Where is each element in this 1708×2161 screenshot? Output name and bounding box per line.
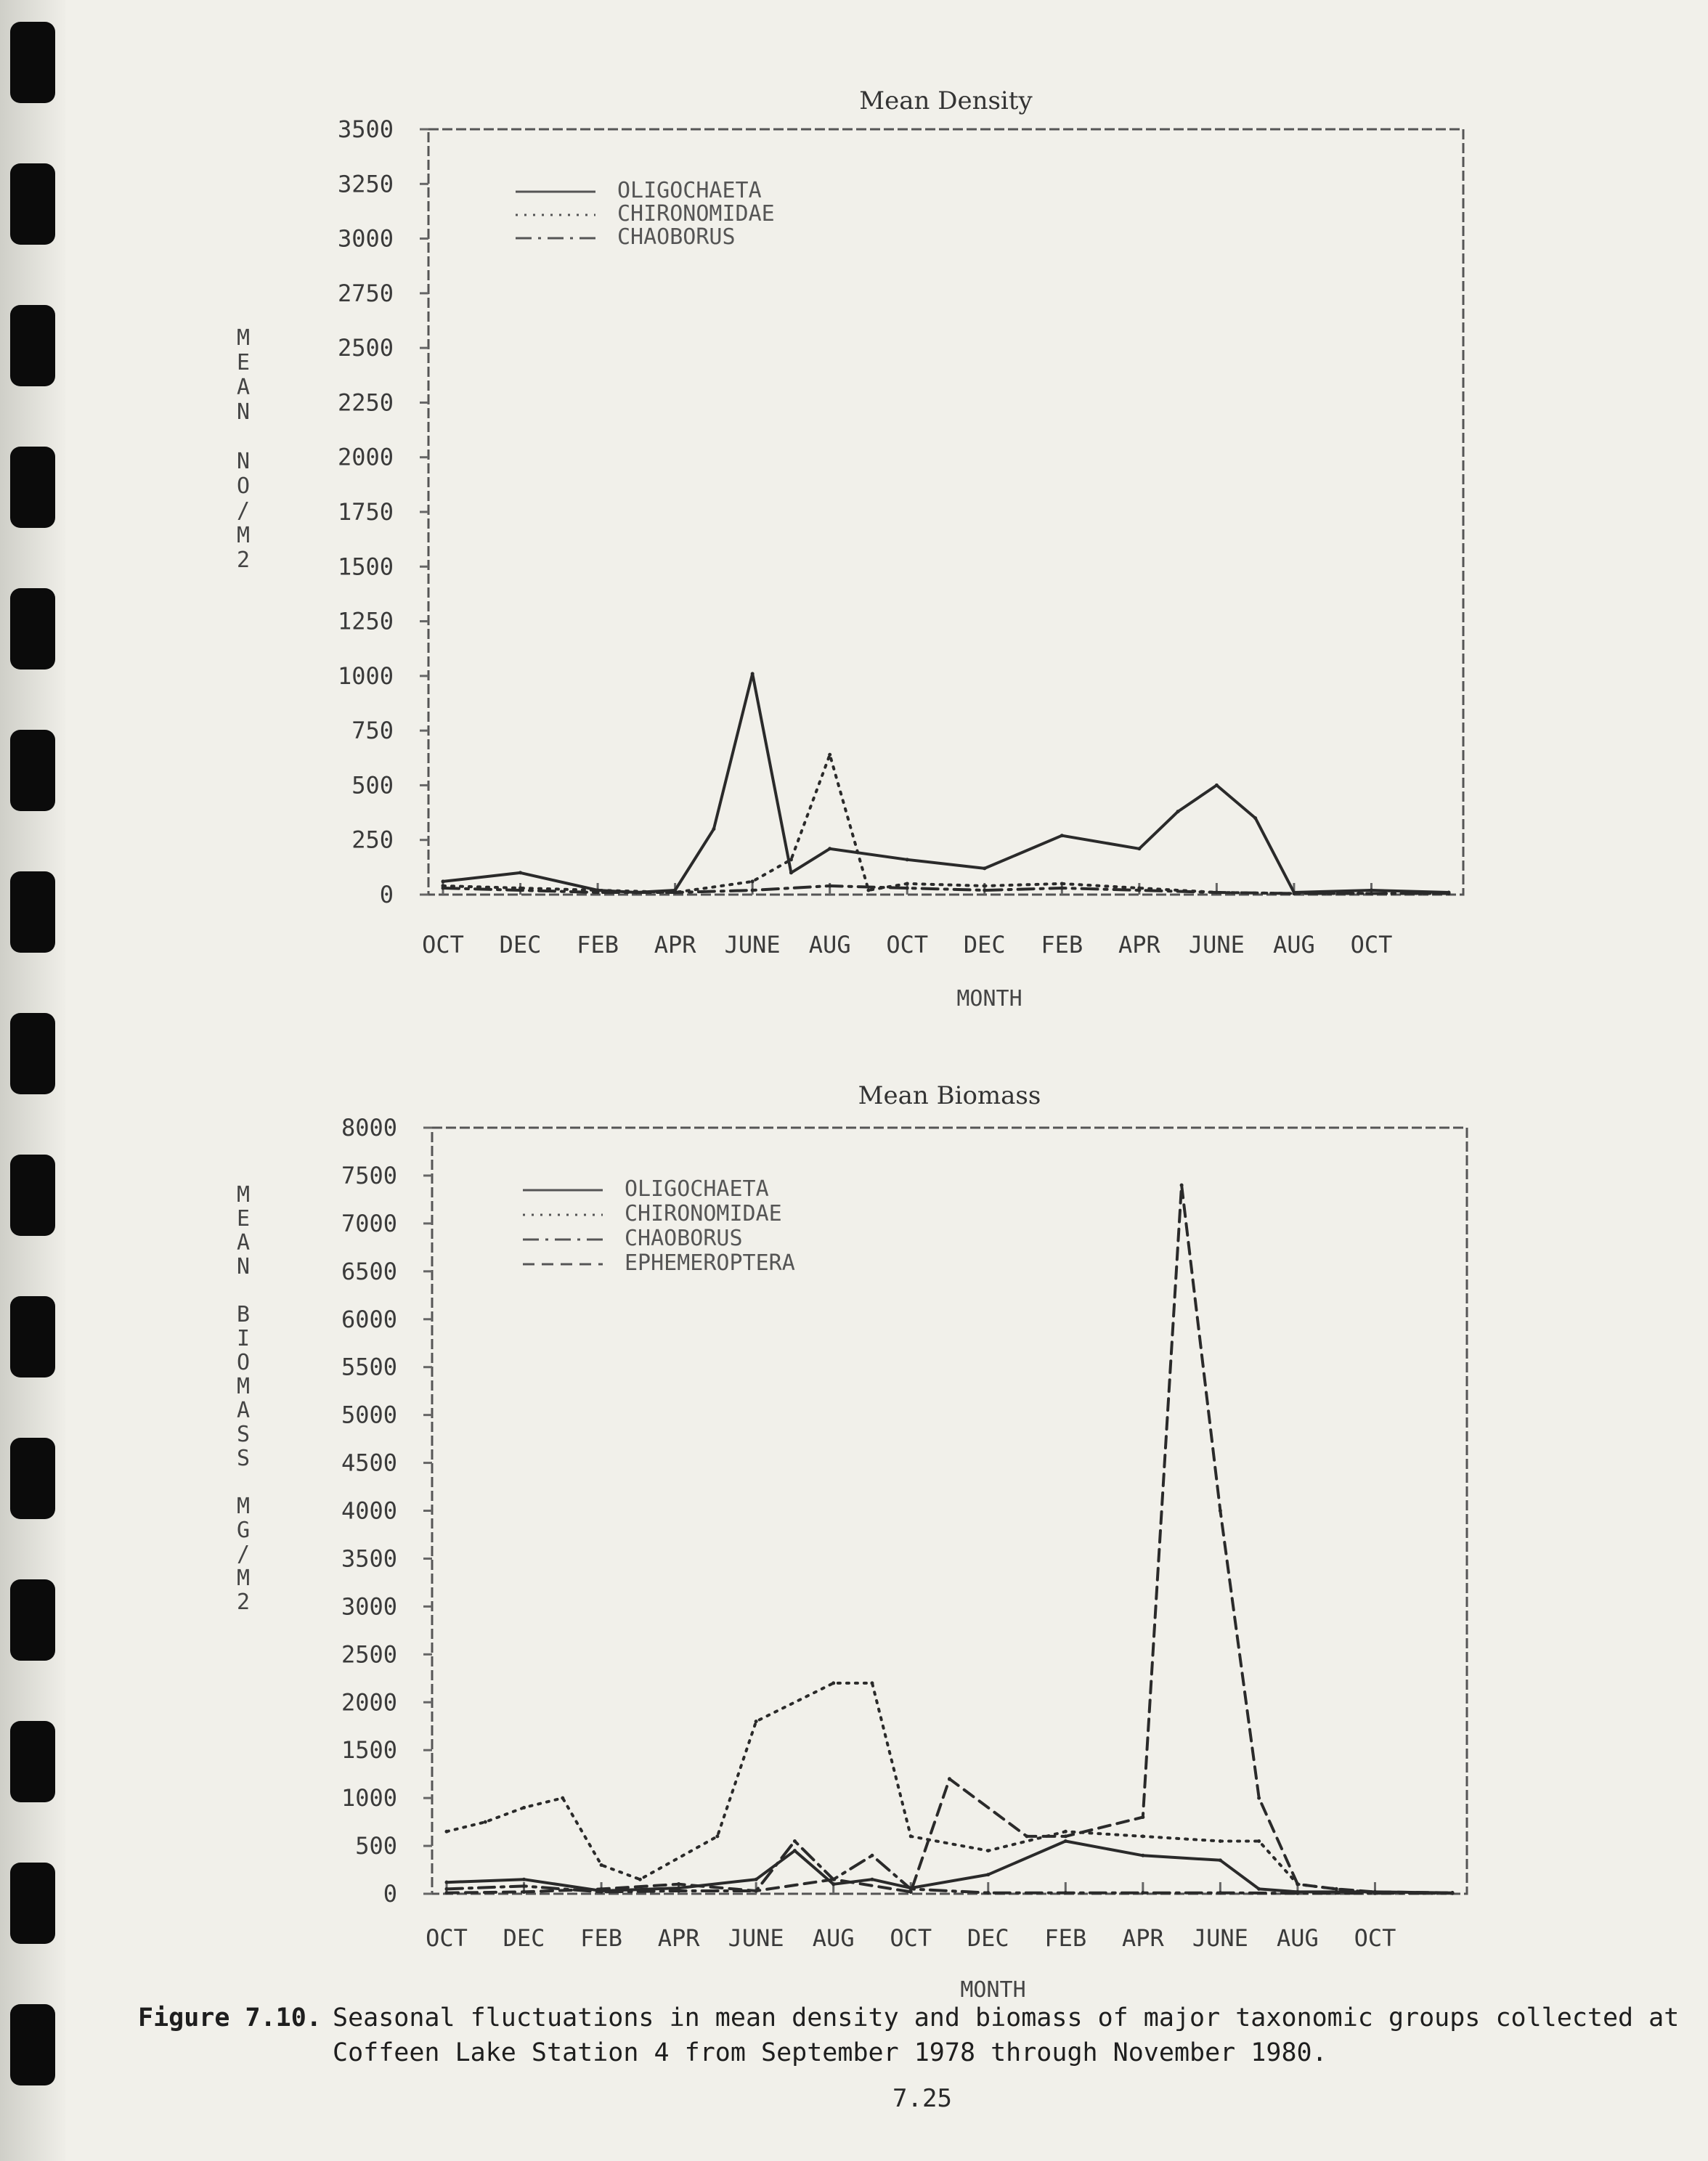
y-tick-label: 3500 — [341, 1545, 397, 1573]
x-tick-label: FEB — [1044, 1924, 1087, 1952]
data-point-chaoborus — [1141, 1891, 1144, 1895]
x-tick-label: OCT — [422, 931, 464, 959]
y-tick-label: 3500 — [337, 115, 394, 143]
y-tick-label: 3250 — [337, 170, 394, 198]
y-tick-label: 3000 — [341, 1592, 397, 1621]
series-line-chaoborus — [447, 1841, 1452, 1894]
data-point-chaoborus — [983, 888, 986, 892]
y-axis-label-char: 2 — [236, 548, 251, 573]
y-axis-label-char: M — [236, 325, 251, 351]
data-point-chaoborus — [445, 1887, 449, 1891]
data-point-ephemeroptera — [909, 1890, 913, 1894]
y-tick-label: 6500 — [341, 1257, 397, 1285]
y-axis-label-char: N — [236, 399, 251, 425]
y-axis-label-char: B — [236, 1302, 251, 1327]
data-point-oligochaeta — [828, 847, 831, 850]
data-point-ephemeroptera — [522, 1890, 526, 1894]
data-point-oligochaeta — [712, 827, 715, 831]
y-tick-label: 8000 — [341, 1114, 397, 1141]
data-point-ephemeroptera — [1451, 1891, 1455, 1895]
data-point-oligochaeta — [1141, 1854, 1144, 1857]
data-point-chironomidae — [870, 1681, 874, 1685]
figure-caption-label: Figure 7.10. — [138, 2003, 322, 2032]
data-point-oligochaeta — [831, 1882, 835, 1886]
data-point-ephemeroptera — [1064, 1834, 1068, 1838]
data-point-chironomidae — [755, 1720, 758, 1723]
data-point-oligochaeta — [983, 866, 986, 870]
data-point-ephemeroptera — [1373, 1890, 1377, 1894]
data-point-chironomidae — [445, 1830, 449, 1834]
data-point-oligochaeta — [1215, 784, 1219, 787]
data-point-oligochaeta — [789, 871, 793, 874]
data-point-ephemeroptera — [1335, 1887, 1338, 1891]
data-point-oligochaeta — [1137, 847, 1141, 850]
x-tick-label: JUNE — [1192, 1924, 1248, 1952]
legend-entry: CHAOBORUS — [625, 1226, 743, 1251]
x-tick-label: DEC — [963, 931, 1006, 959]
data-point-chironomidae — [789, 858, 793, 861]
data-point-chironomidae — [715, 1834, 719, 1838]
data-point-chironomidae — [522, 1806, 526, 1810]
data-point-chaoborus — [442, 886, 445, 890]
data-point-ephemeroptera — [1296, 1882, 1299, 1886]
data-point-oligochaeta — [1253, 816, 1257, 820]
y-tick-label: 2500 — [341, 1640, 397, 1669]
y-tick-label: 2500 — [337, 334, 394, 362]
x-tick-label: OCT — [1354, 1924, 1396, 1952]
data-point-chaoborus — [1447, 892, 1451, 895]
data-point-oligochaeta — [1370, 888, 1373, 892]
y-axis-label-char: G — [236, 1518, 251, 1543]
data-point-chaoborus — [986, 1891, 990, 1895]
y-axis-label-char: / — [236, 498, 251, 524]
y-axis-label-char: A — [236, 1230, 251, 1256]
y-tick-label: 5000 — [341, 1401, 397, 1429]
y-tick-label: 7500 — [341, 1161, 397, 1189]
y-axis-label-char: N — [236, 1254, 251, 1279]
y-axis-label-char: I — [236, 1326, 251, 1351]
x-tick-label: APR — [1118, 931, 1160, 959]
y-tick-label: 4000 — [341, 1497, 397, 1525]
data-point-chaoborus — [596, 890, 600, 894]
data-point-oligochaeta — [755, 1878, 758, 1881]
y-axis-label-char: M — [236, 1182, 251, 1208]
x-tick-label: AUG — [1277, 1924, 1319, 1952]
x-tick-label: OCT — [886, 931, 929, 959]
x-tick-label: APR — [1121, 1924, 1164, 1952]
y-axis-label-char: E — [236, 1206, 251, 1232]
y-axis-label-char: M — [236, 1374, 251, 1399]
y-axis-label-char: M — [236, 523, 251, 548]
y-tick-label: 500 — [355, 1832, 397, 1860]
data-point-chaoborus — [1292, 892, 1296, 895]
y-axis-label-char: / — [236, 1542, 251, 1567]
data-point-oligochaeta — [1060, 834, 1064, 837]
series-line-oligochaeta — [443, 674, 1449, 892]
data-point-chaoborus — [1296, 1892, 1299, 1895]
y-axis-label-char: A — [236, 375, 251, 400]
data-point-ephemeroptera — [1219, 1509, 1222, 1513]
data-point-oligochaeta — [870, 1878, 874, 1881]
data-point-chironomidae — [638, 1878, 642, 1881]
data-point-chaoborus — [677, 1889, 680, 1893]
chart-title: Mean Biomass — [858, 1081, 1041, 1110]
y-axis-label-char: O — [236, 1350, 251, 1375]
legend-entry: EPHEMEROPTERA — [625, 1250, 795, 1276]
y-tick-label: 500 — [351, 771, 394, 799]
legend-entry: CHIRONOMIDAE — [617, 201, 775, 227]
y-axis-label-char: S — [236, 1422, 251, 1447]
y-tick-label: 6000 — [341, 1305, 397, 1333]
data-point-chaoborus — [522, 1884, 526, 1888]
data-point-chironomidae — [1219, 1839, 1222, 1843]
data-point-chironomidae — [751, 879, 755, 883]
y-axis-label-char: N — [236, 449, 251, 474]
series-line-chironomidae — [447, 1683, 1452, 1893]
data-point-chaoborus — [1064, 1891, 1068, 1895]
data-point-ephemeroptera — [948, 1777, 951, 1781]
data-point-ephemeroptera — [1025, 1834, 1029, 1838]
data-point-chironomidae — [1064, 1830, 1068, 1834]
y-axis-label-char: M — [236, 1566, 251, 1591]
data-point-oligochaeta — [445, 1881, 449, 1884]
x-tick-label: APR — [657, 1924, 700, 1952]
data-point-chaoborus — [673, 890, 677, 894]
x-tick-label: JUNE — [1188, 931, 1245, 959]
y-tick-label: 0 — [379, 881, 394, 908]
legend-entry: OLIGOCHAETA — [625, 1176, 769, 1202]
data-point-ephemeroptera — [677, 1882, 680, 1886]
x-tick-label: DEC — [499, 931, 542, 959]
x-axis-label: MONTH — [956, 986, 1022, 1012]
data-point-chironomidae — [866, 888, 870, 892]
y-tick-label: 1000 — [341, 1784, 397, 1812]
data-point-chaoborus — [906, 886, 909, 890]
data-point-chaoborus — [793, 1839, 797, 1843]
data-point-chironomidae — [983, 884, 986, 887]
data-point-chironomidae — [1060, 882, 1064, 885]
data-point-oligochaeta — [906, 858, 909, 861]
data-point-ephemeroptera — [445, 1891, 449, 1895]
y-tick-label: 1000 — [337, 662, 394, 690]
y-tick-label: 0 — [383, 1880, 397, 1908]
data-point-oligochaeta — [1064, 1839, 1068, 1843]
data-point-chironomidae — [831, 1681, 835, 1685]
data-point-oligochaeta — [1219, 1858, 1222, 1862]
figure-caption-text: Seasonal fluctuations in mean density and biomass of major taxonomic groups collected at Coffeen Lake Station 4 from September 1978 through November 1980. — [333, 2003, 1680, 2067]
data-point-chaoborus — [1370, 892, 1373, 895]
y-tick-label: 5500 — [341, 1353, 397, 1381]
data-point-oligochaeta — [986, 1873, 990, 1876]
data-point-chaoborus — [518, 888, 522, 892]
y-axis-label-char: O — [236, 473, 251, 499]
x-tick-label: APR — [654, 931, 696, 959]
data-point-chaoborus — [1215, 890, 1219, 894]
data-point-ephemeroptera — [1180, 1184, 1184, 1187]
plot-frame — [428, 129, 1463, 895]
x-tick-label: OCT — [426, 1924, 468, 1952]
data-point-chaoborus — [828, 884, 831, 887]
series-line-oligochaeta — [447, 1841, 1452, 1893]
data-point-chaoborus — [1137, 888, 1141, 892]
x-tick-label: FEB — [577, 931, 619, 959]
data-point-oligochaeta — [793, 1849, 797, 1852]
x-tick-label: AUG — [808, 931, 851, 959]
data-point-ephemeroptera — [1141, 1815, 1144, 1819]
y-tick-label: 4500 — [341, 1449, 397, 1477]
x-tick-label: DEC — [503, 1924, 545, 1952]
y-tick-label: 7000 — [341, 1209, 397, 1237]
x-tick-label: JUNE — [724, 931, 781, 959]
data-point-chironomidae — [561, 1796, 564, 1800]
y-axis-label-char: M — [236, 1494, 251, 1519]
data-point-chaoborus — [1219, 1891, 1222, 1895]
x-tick-label: AUG — [812, 1924, 855, 1952]
y-tick-label: 2250 — [337, 388, 394, 417]
series-line-chironomidae — [443, 754, 1449, 893]
data-point-oligochaeta — [522, 1878, 526, 1881]
data-point-chironomidae — [909, 1834, 913, 1838]
data-point-chaoborus — [870, 1854, 874, 1857]
data-point-oligochaeta — [751, 672, 755, 675]
data-point-chaoborus — [1060, 886, 1064, 890]
data-point-oligochaeta — [1176, 810, 1180, 813]
y-tick-label: 1250 — [337, 607, 394, 635]
data-point-oligochaeta — [518, 871, 522, 874]
data-point-ephemeroptera — [755, 1889, 758, 1893]
y-axis-label-char: S — [236, 1446, 251, 1471]
y-tick-label: 1500 — [337, 553, 394, 581]
y-tick-label: 2750 — [337, 279, 394, 307]
y-tick-label: 2000 — [341, 1688, 397, 1717]
series-line-ephemeroptera — [447, 1185, 1452, 1893]
y-tick-label: 250 — [351, 826, 394, 854]
data-point-oligochaeta — [442, 879, 445, 883]
y-tick-label: 1750 — [337, 498, 394, 526]
x-tick-label: FEB — [1041, 931, 1083, 959]
data-point-chironomidae — [484, 1820, 487, 1824]
x-tick-label: JUNE — [728, 1924, 784, 1952]
x-tick-label: OCT — [890, 1924, 932, 1952]
x-tick-label: DEC — [967, 1924, 1009, 1952]
data-point-chironomidae — [906, 882, 909, 885]
data-point-chironomidae — [1257, 1839, 1261, 1843]
y-tick-label: 1500 — [341, 1736, 397, 1765]
data-point-ephemeroptera — [600, 1887, 603, 1891]
data-point-chironomidae — [986, 1849, 990, 1852]
chart-title: Mean Density — [859, 86, 1033, 115]
legend-entry: CHIRONOMIDAE — [625, 1201, 782, 1226]
data-point-ephemeroptera — [1257, 1796, 1261, 1800]
x-axis-label: MONTH — [960, 1977, 1026, 2003]
data-point-chaoborus — [751, 888, 755, 892]
y-tick-label: 2000 — [337, 443, 394, 471]
data-point-chironomidae — [1141, 1834, 1144, 1838]
y-axis-label-char: E — [236, 350, 251, 375]
data-point-oligochaeta — [1257, 1887, 1261, 1891]
y-tick-label: 750 — [351, 717, 394, 745]
data-point-ephemeroptera — [831, 1878, 835, 1881]
data-point-chironomidae — [600, 1863, 603, 1867]
x-tick-label: OCT — [1350, 931, 1393, 959]
data-point-chironomidae — [828, 753, 831, 757]
y-tick-label: 3000 — [337, 224, 394, 253]
x-tick-label: AUG — [1273, 931, 1315, 959]
page-number: 7.25 — [892, 2084, 952, 2113]
y-axis-label-char: 2 — [236, 1590, 251, 1615]
legend-entry: CHAOBORUS — [617, 224, 736, 250]
legend-entry: OLIGOCHAETA — [617, 178, 762, 203]
x-tick-label: FEB — [580, 1924, 622, 1952]
y-axis-label-char: A — [236, 1398, 251, 1423]
